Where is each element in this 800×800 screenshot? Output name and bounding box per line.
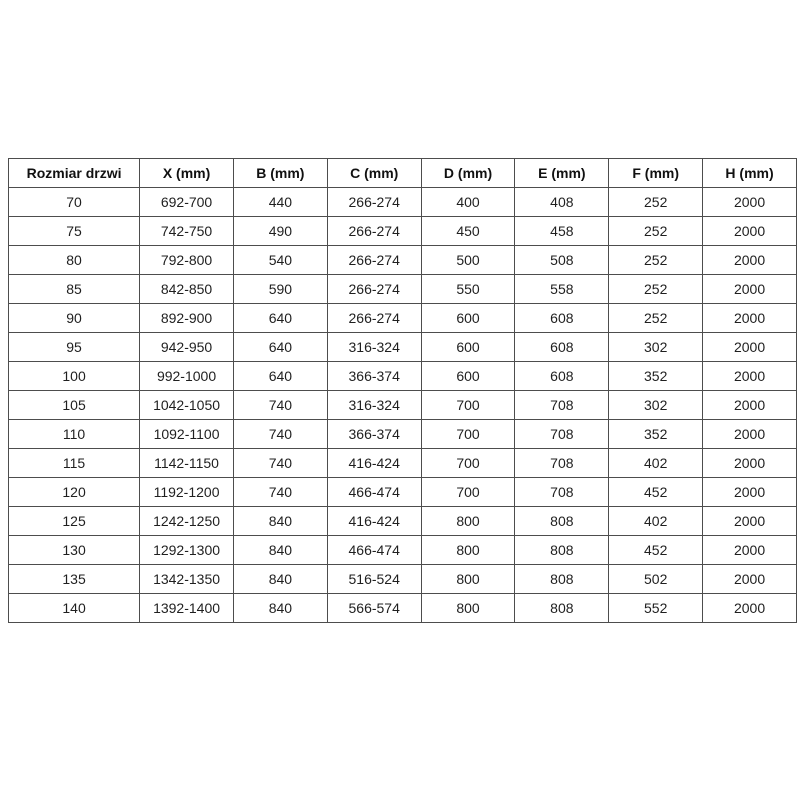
table-cell: 352 [609,362,703,391]
table-cell: 402 [609,449,703,478]
table-cell: 400 [421,188,515,217]
table-cell: 466-474 [327,536,421,565]
table-cell: 75 [9,217,140,246]
table-cell: 2000 [703,304,797,333]
table-cell: 842-850 [140,275,234,304]
table-cell: 408 [515,188,609,217]
column-header: F (mm) [609,159,703,188]
table-row [9,246,797,275]
table-cell: 500 [421,246,515,275]
table-cell: 302 [609,333,703,362]
table-cell: 352 [609,420,703,449]
table-cell: 95 [9,333,140,362]
table-cell: 466-474 [327,478,421,507]
table-cell: 452 [609,478,703,507]
table-row [9,391,797,420]
table-row [9,507,797,536]
table-cell: 266-274 [327,246,421,275]
table-row [9,478,797,507]
table-row [9,420,797,449]
table-cell: 85 [9,275,140,304]
table-cell: 266-274 [327,217,421,246]
table-cell: 708 [515,420,609,449]
column-header: D (mm) [421,159,515,188]
table-cell: 440 [233,188,327,217]
column-header: X (mm) [140,159,234,188]
table-cell: 600 [421,333,515,362]
table-cell: 700 [421,478,515,507]
door-size-table-container [8,158,797,623]
table-row [9,275,797,304]
table-cell: 70 [9,188,140,217]
table-cell: 266-274 [327,188,421,217]
table-cell: 416-424 [327,507,421,536]
table-row [9,362,797,391]
table-cell: 700 [421,449,515,478]
table-cell: 2000 [703,246,797,275]
table-cell: 316-324 [327,391,421,420]
column-header: B (mm) [233,159,327,188]
table-cell: 266-274 [327,304,421,333]
table-cell: 2000 [703,217,797,246]
table-cell: 2000 [703,536,797,565]
table-cell: 708 [515,449,609,478]
table-cell: 2000 [703,362,797,391]
table-cell: 366-374 [327,362,421,391]
table-cell: 566-574 [327,594,421,623]
table-row [9,304,797,333]
table-cell: 1042-1050 [140,391,234,420]
header-row [9,159,797,188]
table-cell: 130 [9,536,140,565]
table-header [9,159,797,188]
column-header: C (mm) [327,159,421,188]
table-cell: 640 [233,333,327,362]
table-cell: 516-524 [327,565,421,594]
table-cell: 800 [421,507,515,536]
table-cell: 110 [9,420,140,449]
table-cell: 1242-1250 [140,507,234,536]
column-header: Rozmiar drzwi [9,159,140,188]
table-cell: 792-800 [140,246,234,275]
table-cell: 2000 [703,565,797,594]
table-cell: 808 [515,565,609,594]
column-header: H (mm) [703,159,797,188]
table-cell: 552 [609,594,703,623]
table-cell: 252 [609,246,703,275]
table-row [9,449,797,478]
table-row [9,536,797,565]
table-cell: 840 [233,594,327,623]
table-cell: 1092-1100 [140,420,234,449]
table-cell: 252 [609,188,703,217]
table-cell: 600 [421,362,515,391]
table-cell: 316-324 [327,333,421,362]
table-cell: 808 [515,507,609,536]
table-cell: 840 [233,536,327,565]
table-cell: 140 [9,594,140,623]
table-cell: 640 [233,304,327,333]
table-cell: 608 [515,304,609,333]
table-cell: 115 [9,449,140,478]
table-cell: 2000 [703,449,797,478]
table-cell: 640 [233,362,327,391]
table-cell: 608 [515,362,609,391]
table-cell: 2000 [703,188,797,217]
table-cell: 490 [233,217,327,246]
table-cell: 700 [421,420,515,449]
table-cell: 2000 [703,507,797,536]
table-cell: 366-374 [327,420,421,449]
table-cell: 800 [421,594,515,623]
column-header: E (mm) [515,159,609,188]
table-cell: 266-274 [327,275,421,304]
table-cell: 252 [609,217,703,246]
table-row [9,594,797,623]
table-cell: 608 [515,333,609,362]
table-cell: 590 [233,275,327,304]
table-cell: 120 [9,478,140,507]
table-row [9,188,797,217]
table-cell: 992-1000 [140,362,234,391]
table-cell: 1392-1400 [140,594,234,623]
table-cell: 508 [515,246,609,275]
table-cell: 252 [609,304,703,333]
table-cell: 540 [233,246,327,275]
table-cell: 252 [609,275,703,304]
table-cell: 708 [515,391,609,420]
table-cell: 1292-1300 [140,536,234,565]
table-cell: 105 [9,391,140,420]
table-cell: 800 [421,536,515,565]
table-cell: 458 [515,217,609,246]
table-cell: 416-424 [327,449,421,478]
table-cell: 808 [515,594,609,623]
table-cell: 808 [515,536,609,565]
table-cell: 452 [609,536,703,565]
door-size-table [8,158,797,623]
table-cell: 800 [421,565,515,594]
table-cell: 302 [609,391,703,420]
table-body [9,188,797,623]
table-cell: 840 [233,565,327,594]
table-cell: 740 [233,420,327,449]
table-cell: 100 [9,362,140,391]
table-row [9,333,797,362]
table-row [9,217,797,246]
table-cell: 600 [421,304,515,333]
table-cell: 2000 [703,478,797,507]
table-cell: 740 [233,391,327,420]
table-cell: 502 [609,565,703,594]
table-cell: 2000 [703,275,797,304]
table-cell: 892-900 [140,304,234,333]
table-cell: 2000 [703,594,797,623]
table-cell: 840 [233,507,327,536]
table-cell: 700 [421,391,515,420]
table-cell: 135 [9,565,140,594]
table-cell: 742-750 [140,217,234,246]
table-cell: 942-950 [140,333,234,362]
table-cell: 692-700 [140,188,234,217]
table-cell: 125 [9,507,140,536]
table-cell: 402 [609,507,703,536]
table-cell: 740 [233,478,327,507]
table-cell: 80 [9,246,140,275]
table-cell: 1192-1200 [140,478,234,507]
table-cell: 550 [421,275,515,304]
table-cell: 2000 [703,391,797,420]
table-cell: 558 [515,275,609,304]
table-cell: 1342-1350 [140,565,234,594]
table-cell: 90 [9,304,140,333]
table-cell: 708 [515,478,609,507]
table-cell: 2000 [703,420,797,449]
table-cell: 740 [233,449,327,478]
table-cell: 1142-1150 [140,449,234,478]
table-row [9,565,797,594]
table-cell: 450 [421,217,515,246]
table-cell: 2000 [703,333,797,362]
